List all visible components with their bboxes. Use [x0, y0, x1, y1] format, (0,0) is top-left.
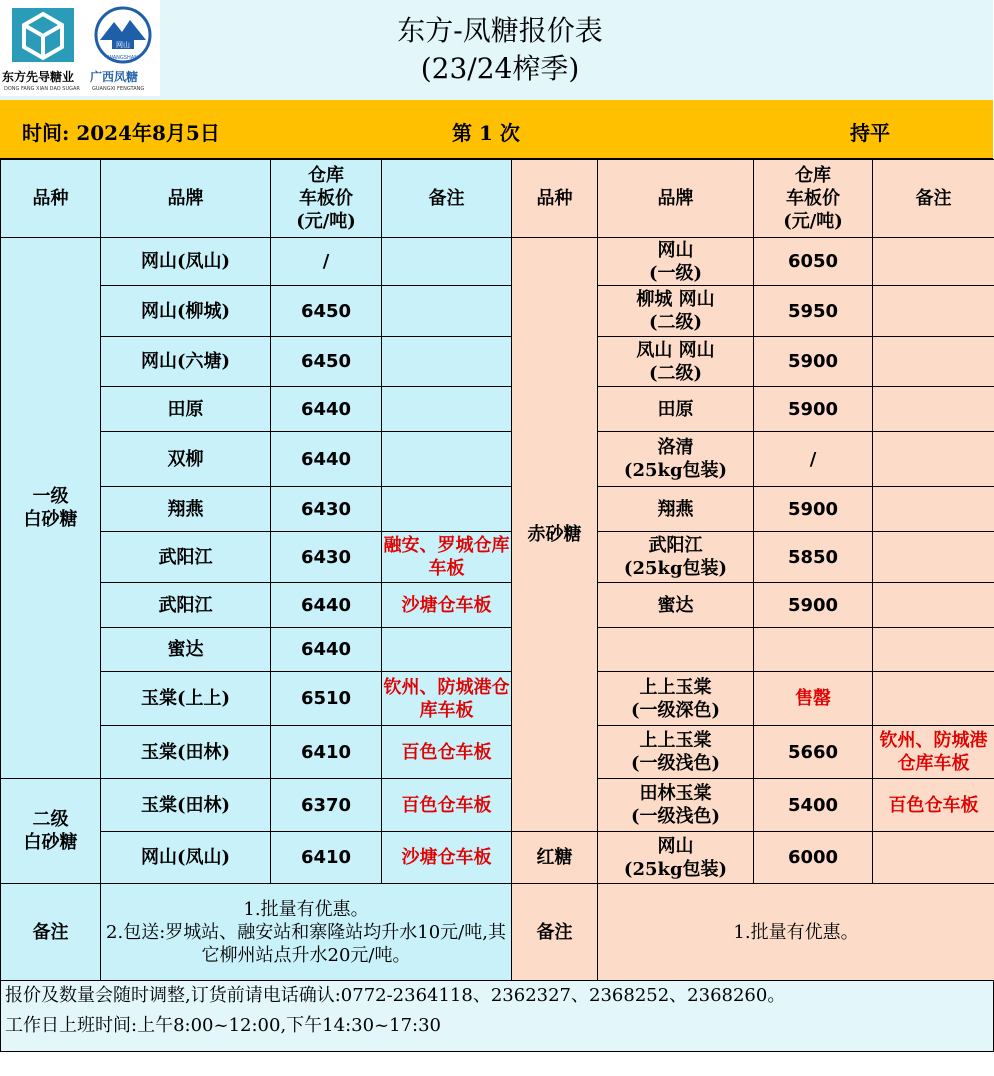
white-remark — [382, 432, 512, 487]
red-price: 5400 — [754, 779, 873, 832]
red-brand-line: (二级) — [648, 362, 703, 384]
red-remark — [873, 532, 994, 583]
note-line: 1.批量有优惠。 — [243, 898, 369, 920]
notes-row — [1, 884, 994, 981]
red-brand — [598, 532, 754, 583]
header-price-red — [754, 160, 873, 238]
red-remark — [873, 583, 994, 628]
footer-hours-line: 工作日上班时间:上午8:00~12:00,下午14:30~17:30 — [5, 1015, 441, 1036]
red-brand-line: (一级深色) — [630, 699, 721, 721]
note-line: 1.批量有优惠。 — [733, 921, 859, 943]
red-brand-line: 洛清 — [657, 437, 694, 458]
table-row — [1, 238, 994, 286]
red-brand-line: (一级) — [648, 262, 703, 284]
red-price: 5900 — [754, 487, 873, 532]
header-price-white — [271, 160, 382, 238]
white-remark: 沙塘仓车板 — [382, 832, 512, 884]
table-row — [1, 532, 994, 583]
red-remark — [873, 832, 994, 884]
white-brand: 网山(凤山) — [101, 238, 271, 286]
white-price: 6430 — [271, 487, 382, 532]
table-row — [1, 583, 994, 628]
header-price-line: 仓库 — [795, 165, 831, 186]
fengtang-logo — [88, 6, 160, 94]
notes-label-red: 备注 — [512, 884, 598, 981]
red-remark — [873, 628, 994, 672]
red-remark — [873, 286, 994, 337]
note-line: 2.包送:罗城站、融安站和寨隆站均升水10元/吨,其它柳州站点升水20元/吨。 — [106, 921, 506, 966]
mountain-seal-icon — [92, 6, 154, 64]
white-price: 6450 — [271, 337, 382, 387]
header-row — [1, 160, 994, 238]
header-price-line: (元/吨) — [296, 211, 356, 232]
white-remark — [382, 628, 512, 672]
red-brand — [598, 672, 754, 726]
red-price: 6050 — [754, 238, 873, 286]
variety-red-sugar: 红糖 — [512, 832, 598, 884]
header-price-line: (元/吨) — [783, 211, 843, 232]
white-price: 6410 — [271, 832, 382, 884]
dongfang-subcaption: DONG FANG XIAN DAO SUGAR — [4, 86, 80, 92]
white-price: 6450 — [271, 286, 382, 337]
red-price: 5850 — [754, 532, 873, 583]
white-brand: 蜜达 — [101, 628, 271, 672]
notes-red — [598, 884, 994, 981]
header-remark-red: 备注 — [873, 160, 994, 238]
spreadsheet-gridlines — [0, 1052, 994, 1076]
white-brand: 网山(柳城) — [101, 286, 271, 337]
red-brand — [598, 286, 754, 337]
red-brand-line: 网山 — [657, 835, 694, 857]
seal-badge-text: 网山 — [116, 41, 130, 49]
page-title — [300, 12, 700, 88]
quote-trend: 持平 — [850, 121, 890, 145]
logo-area — [0, 0, 160, 96]
table-row — [1, 487, 994, 532]
white-brand: 玉棠(田林) — [101, 779, 271, 832]
red-remark — [873, 238, 994, 286]
white-remark: 百色仓车板 — [382, 779, 512, 832]
table-row — [1, 672, 994, 726]
white-remark: 融安、罗城仓库车板 — [382, 532, 512, 583]
red-brand-line: (25kg包装) — [623, 460, 728, 481]
white-price: 6440 — [271, 583, 382, 628]
quote-date: 时间: 2024年8月5日 — [22, 121, 220, 145]
white-brand: 网山(六塘) — [101, 337, 271, 387]
table-row — [1, 726, 994, 779]
quote-round: 第 1 次 — [452, 121, 520, 145]
red-price: 5950 — [754, 286, 873, 337]
fengtang-caption: 广西凤糖 — [90, 70, 139, 84]
red-brand — [598, 832, 754, 884]
red-brand: 蜜达 — [598, 583, 754, 628]
red-brand-line: (25kg包装) — [623, 558, 728, 579]
white-price: / — [271, 238, 382, 286]
white-price: 6510 — [271, 672, 382, 726]
info-bar — [0, 100, 993, 159]
red-brand-line: (25kg包装) — [623, 858, 728, 880]
seal-ring-text: WANGSHAN — [108, 55, 138, 61]
white-price: 6440 — [271, 387, 382, 432]
red-brand-line: 网山 — [657, 239, 694, 261]
header-variety-white: 品种 — [1, 160, 101, 238]
notes-white — [101, 884, 512, 981]
red-brand-line: 柳城 网山 — [636, 289, 715, 310]
white-brand: 田原 — [101, 387, 271, 432]
red-remark — [873, 432, 994, 487]
variety-line: 白砂糖 — [23, 509, 78, 530]
title-line1: 东方-凤糖报价表 — [397, 14, 603, 47]
red-remark — [873, 487, 994, 532]
header-brand-red: 品牌 — [598, 160, 754, 238]
red-brand-line: 武阳江 — [648, 535, 703, 556]
white-remark — [382, 337, 512, 387]
header-remark-white: 备注 — [382, 160, 512, 238]
header-brand-white: 品牌 — [101, 160, 271, 238]
white-remark — [382, 387, 512, 432]
white-brand: 武阳江 — [101, 532, 271, 583]
header-price-line: 仓库 — [308, 165, 344, 186]
red-remark: 钦州、防城港仓库车板 — [873, 726, 994, 779]
sheet-header — [0, 0, 993, 101]
white-brand: 双柳 — [101, 432, 271, 487]
red-brand-line: 田林玉棠 — [639, 783, 712, 804]
red-remark — [873, 672, 994, 726]
variety-first-grade-white — [1, 238, 101, 779]
dongfang-caption: 东方先导糖业 — [2, 70, 75, 84]
header-price-line: 车板价 — [786, 188, 840, 209]
red-price: 5900 — [754, 337, 873, 387]
dongfang-logo-icon — [10, 6, 76, 64]
red-price: 5900 — [754, 387, 873, 432]
white-remark: 钦州、防城港仓库车板 — [382, 672, 512, 726]
variety-second-grade-white — [1, 779, 101, 884]
table-row — [1, 832, 994, 884]
red-brand — [598, 779, 754, 832]
contact-footer — [0, 981, 994, 1052]
table-row — [1, 286, 994, 337]
white-remark — [382, 286, 512, 337]
table-row — [1, 628, 994, 672]
white-remark: 沙塘仓车板 — [382, 583, 512, 628]
red-brand — [598, 432, 754, 487]
notes-label-white: 备注 — [1, 884, 101, 981]
red-brand-line: (一级浅色) — [630, 806, 721, 827]
red-brand-line: 上上玉棠 — [639, 676, 712, 698]
white-price: 6410 — [271, 726, 382, 779]
white-brand: 武阳江 — [101, 583, 271, 628]
red-price — [754, 628, 873, 672]
white-remark: 百色仓车板 — [382, 726, 512, 779]
price-table — [0, 159, 994, 981]
footer-phone-line: 报价及数量会随时调整,订货前请电话确认:0772-2364118、2362327、2368252、2368260。 — [5, 985, 786, 1006]
red-remark — [873, 337, 994, 387]
red-remark — [873, 387, 994, 432]
red-brand-line: 凤山 网山 — [636, 339, 715, 361]
white-price: 6370 — [271, 779, 382, 832]
table-row — [1, 337, 994, 387]
red-brand — [598, 628, 754, 672]
white-price: 6440 — [271, 628, 382, 672]
variety-line: 一级 — [32, 486, 69, 507]
red-brand-line: (一级浅色) — [630, 753, 721, 774]
white-brand: 玉棠(上上) — [101, 672, 271, 726]
red-price: / — [754, 432, 873, 487]
table-row — [1, 432, 994, 487]
white-remark — [382, 238, 512, 286]
white-price: 6440 — [271, 432, 382, 487]
red-brand — [598, 238, 754, 286]
title-line2: (23/24榨季) — [420, 52, 580, 85]
white-remark — [382, 487, 512, 532]
white-price: 6430 — [271, 532, 382, 583]
red-brand: 翔燕 — [598, 487, 754, 532]
header-variety-red: 品种 — [512, 160, 598, 238]
white-brand: 翔燕 — [101, 487, 271, 532]
variety-line: 二级 — [32, 809, 69, 830]
red-brand — [598, 726, 754, 779]
red-brand: 田原 — [598, 387, 754, 432]
red-price: 5660 — [754, 726, 873, 779]
red-brand-line: (二级) — [648, 312, 703, 333]
variety-line: 白砂糖 — [23, 832, 78, 853]
white-brand: 网山(凤山) — [101, 832, 271, 884]
variety-brown-sugar: 赤砂糖 — [512, 238, 598, 832]
red-brand-line: 上上玉棠 — [639, 730, 712, 751]
dongfang-logo — [2, 6, 84, 94]
white-brand: 玉棠(田林) — [101, 726, 271, 779]
red-price: 5900 — [754, 583, 873, 628]
red-remark: 百色仓车板 — [873, 779, 994, 832]
red-price-sold-out: 售罄 — [754, 672, 873, 726]
table-row — [1, 387, 994, 432]
red-price: 6000 — [754, 832, 873, 884]
table-row — [1, 779, 994, 832]
fengtang-subcaption: GUANGXI FENGTANG — [92, 86, 145, 92]
red-brand — [598, 337, 754, 387]
header-price-line: 车板价 — [299, 188, 353, 209]
